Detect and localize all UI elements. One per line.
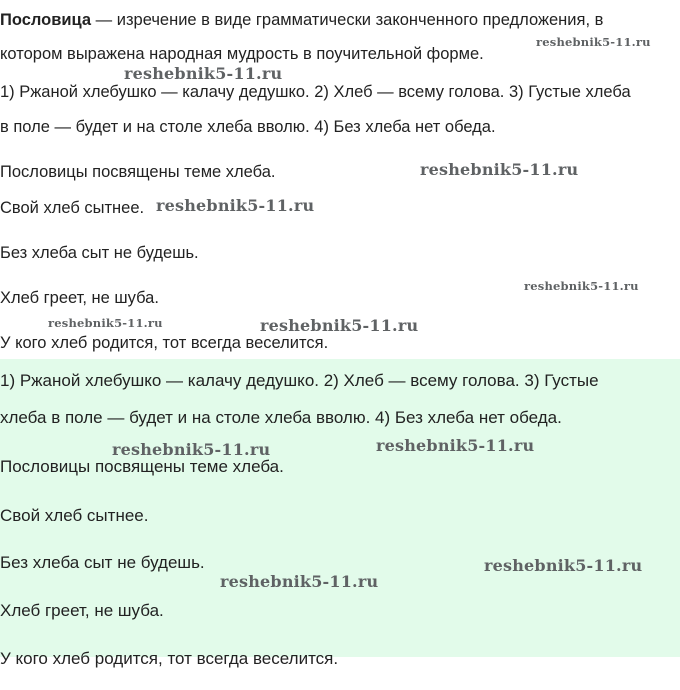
definition-term: Пословица xyxy=(0,11,92,29)
proverb-2: Без хлеба сыт не будешь. xyxy=(0,244,199,262)
proverb-list-line-1: 1) Ржаной хлебушко — калачу дедушко. 2) Хлеб — всему голова. 3) Густые хлеба xyxy=(0,83,631,101)
answer-proverb-1: Свой хлеб сытнее. xyxy=(0,506,149,525)
watermark: reshebnik5-11.ru xyxy=(124,64,283,83)
watermark: reshebnik5-11.ru xyxy=(536,35,651,49)
watermark: reshebnik5-11.ru xyxy=(48,316,163,330)
answer-proverb-3: Хлеб греет, не шуба. xyxy=(0,601,164,620)
definition-line-2: котором выражена народная мудрость в поучительной форме. xyxy=(0,45,484,63)
watermark: reshebnik5-11.ru xyxy=(112,440,271,459)
watermark: reshebnik5-11.ru xyxy=(420,160,579,179)
answer-list-line-2: хлеба в поле — будет и на столе хлеба вволю. 4) Без хлеба нет обеда. xyxy=(0,408,562,427)
answer-box xyxy=(0,359,680,668)
proverb-1: Свой хлеб сытнее. xyxy=(0,199,145,217)
answer-theme-sentence: Пословицы посвящены теме хлеба. xyxy=(0,457,284,476)
proverb-3: Хлеб греет, не шуба. xyxy=(0,289,159,307)
proverb-list-line-2: в поле — будет и на столе хлеба вволю. 4) Без хлеба нет обеда. xyxy=(0,118,496,136)
answer-list-line-1: 1) Ржаной хлебушко — калачу дедушко. 2) Хлеб — всему голова. 3) Густые xyxy=(0,371,599,390)
definition-line-1 xyxy=(0,10,603,30)
answer-proverb-2: Без хлеба сыт не будешь. xyxy=(0,553,205,572)
watermark: reshebnik5-11.ru xyxy=(156,196,315,215)
theme-sentence: Пословицы посвящены теме хлеба. xyxy=(0,163,276,181)
proverb-4: У кого хлеб родится, тот всегда веселится. xyxy=(0,334,329,352)
watermark: reshebnik5-11.ru xyxy=(524,279,639,293)
watermark: reshebnik5-11.ru xyxy=(220,572,379,591)
watermark: reshebnik5-11.ru xyxy=(484,556,643,575)
watermark: reshebnik5-11.ru xyxy=(376,436,535,455)
watermark: reshebnik5-11.ru xyxy=(260,316,419,335)
answer-proverb-4-partial: У кого хлеб родится, тот всегда веселится. xyxy=(0,649,339,668)
definition-text: — изречение в виде грамматически законченного предложения, в xyxy=(91,11,604,29)
